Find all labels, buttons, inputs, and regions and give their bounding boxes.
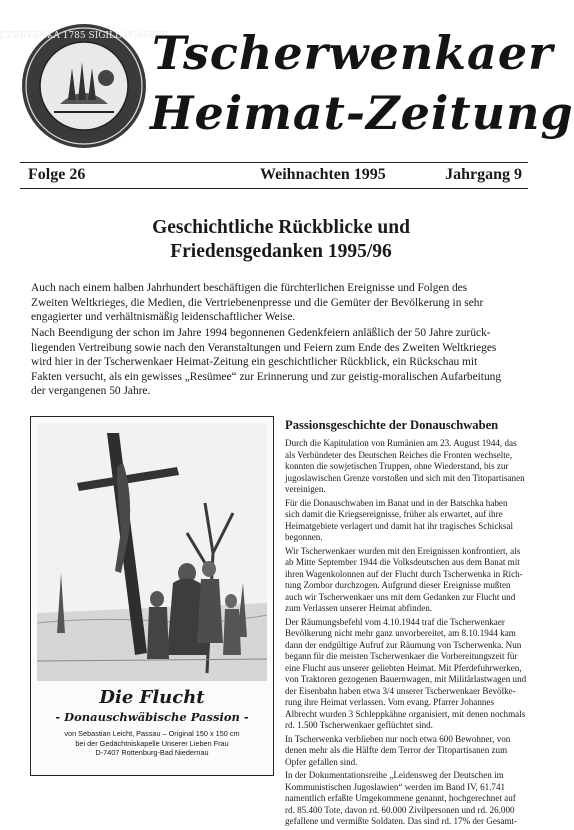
text-line: gefallene und vermißte Soldaten. Das sind rd. 17% der Gesamt-	[285, 816, 518, 826]
issue-info-bar	[28, 166, 522, 186]
artwork-title: Die Flucht	[99, 687, 205, 708]
text-line: begonnen.	[285, 532, 323, 542]
text-line: denen mehr als die Hälfte dem Terror der Titopartisanen zum	[285, 745, 508, 755]
credit-line: von Sebastian Leicht, Passau – Original 150 x 150 cm	[64, 729, 240, 738]
issue-volume: Jahrgang 9	[445, 166, 522, 183]
text-line: dann der endgültige Aufruf zur Räumung von Tscherwenka. Nun	[285, 639, 522, 650]
text-line: auch wir Tscherwenkaer uns mit dem Gedanken zur Flucht und	[285, 591, 516, 602]
text-line: sich damit die Kriegsereignisse, früher als erwartet, auf ihre	[285, 509, 503, 519]
issue-number: Folge 26	[28, 166, 86, 183]
text-line: Zweiten Weltkrieges, die Medien, die Vertriebenenpresse und die Gemüter der Bevölkerung in sehr	[31, 296, 484, 309]
text-line: In Tscherwenka verblieben nur noch etwa 600 Bewohner, von	[285, 733, 511, 744]
text-line: tung Zombor durchzogen. Aufgrund dieser Ereignisse mußten	[285, 580, 511, 590]
text-line: Auch nach einem halben Jahrhundert beschäftigen die fürchterlichen Ereignisse und Folgen des	[31, 282, 468, 294]
headline-line: Geschichtliche Rückblicke und	[152, 217, 410, 238]
headline-line: Friedensgedanken 1995/96	[170, 241, 392, 262]
text-line: der vergangenen 50 Jahre.	[31, 385, 151, 398]
masthead-title-line-1: Tscherwenkaer	[152, 26, 554, 80]
text-line: ihren Wagenkolonnen auf der Flucht durch Tscherwenka in Rich-	[285, 568, 523, 579]
issue-date: Weihnachten 1995	[260, 166, 386, 183]
text-line: konnten die sowjetischen Truppen, ohne Wiederstand, bis zur	[285, 461, 509, 471]
text-line: Albrecht wurden 3 Schleppkähne organisiert, mit denen nochmals	[285, 708, 526, 719]
text-line: rung ihre Heimat verlassen. Vom evang. Pfarrer Johannes	[285, 697, 495, 707]
text-line: jugoslawischen Grenze vorstoßen und sich mit den Titopartisanen	[285, 472, 525, 483]
credit-line: bei der Gedächtniskapelle Unserer Lieben Frau	[75, 738, 229, 748]
section-title: Passionsgeschichte der Donauschwaben	[285, 418, 499, 432]
text-line: Heimatgebiete verlagert und damit hat ihr tragisches Schicksal	[285, 520, 514, 531]
text-line: engagierter und verhältnismäßig leidenschaftlicher Weise.	[31, 311, 296, 324]
seal-lettering: CZERVENKA 1785 SIGILL POSSESS	[0, 31, 169, 41]
artwork-figure	[30, 416, 274, 776]
text-line: begann für die meisten Tscherwenkaer die Vorbereitungszeit für	[285, 651, 518, 661]
text-line: Nach Beendigung der schon im Jahre 1994 begonnenen Gedenkfeiern anläßlich der 50 Jahre zurück-	[31, 327, 491, 339]
masthead-rule-top	[20, 162, 528, 163]
text-line: namentlich erfaßte Umgekommene genannt, hochgerechnet auf	[285, 793, 516, 803]
text-line: von Traktoren gezogenen Bauernwagen, mit Militärlastwagen und	[285, 674, 527, 684]
text-line: als Verbündeter des Deutschen Reiches die Fronten wechselte,	[285, 449, 513, 460]
section-body	[285, 436, 531, 830]
text-line: rd. 1.500 Tscherwenkaer geflüchtet sind.	[285, 720, 433, 730]
text-line: eine Flucht aus unserer geliebten Heimat. Mit Pferdefuhrwerken,	[285, 662, 522, 673]
text-line: Kommunistischen Jugoslawien“ werden im Band IV, 61.741	[285, 781, 506, 792]
text-line: Bevölkerung nicht mehr ganz unvorbereitet, am 8.10.1944 kam	[285, 628, 516, 638]
text-line: Für die Donauschwaben im Banat und in der Batschka haben	[285, 497, 508, 508]
masthead-title-line-2: Heimat-Zeitung	[150, 86, 574, 140]
text-line: liegenden Vertreibung sowie nach den Veranstaltungen und Feiern zum Ende des Zweiten Weltkrieges	[31, 341, 497, 354]
text-line: Durch die Kapitulation von Rumänien am 23. August 1944, das	[285, 438, 517, 448]
text-line: vereinigen.	[285, 484, 326, 494]
artwork-credit	[31, 729, 273, 758]
masthead-rule-bottom	[20, 188, 528, 189]
text-line: rd. 85.400 Tote, davon rd. 60.000 Zivilpersonen und rd. 26.000	[285, 804, 515, 815]
text-line: ab Mitte September 1944 die Volksdeutschen aus dem Banat mit	[285, 557, 520, 567]
seal-emblem	[0, 22, 169, 150]
town-seal	[0, 22, 169, 150]
artwork-subtitle: - Donauschwäbische Passion -	[55, 710, 249, 724]
credit-line: D-7407 Rottenburg-Bad Niedernau	[95, 748, 209, 758]
text-line: In der Dokumentationsreihe „Leidensweg der Deutschen im	[285, 770, 504, 780]
flight-artwork-illustration	[37, 423, 267, 681]
intro-paragraph-1	[31, 281, 531, 325]
text-line: der Eisenbahn haben etwa 3/4 unserer Tscherwenkaer Bevölke-	[285, 685, 516, 696]
text-line: Fakten versucht, als ein gewisses „Resümee“ zur Erinnerung und zur geistig-moralischen Aufarbeitung	[31, 370, 502, 383]
article-headline	[20, 216, 542, 264]
text-line: Wir Tscherwenkaer wurden mit den Ereignissen konfrontiert, als	[285, 545, 521, 556]
text-line: zum Verlassen unserer Heimat abfinden.	[285, 603, 433, 613]
text-line: Opfer gefallen sind.	[285, 756, 358, 767]
intro-paragraph-2	[31, 326, 531, 399]
text-line: wird hier in der Tscherwenkaer Heimat-Zeitung ein geschichtlicher Rückblick, ein Rückschau mit	[31, 356, 478, 369]
text-line: Der Räumungsbefehl vom 4.10.1944 traf die Tscherwenkaer	[285, 616, 505, 627]
